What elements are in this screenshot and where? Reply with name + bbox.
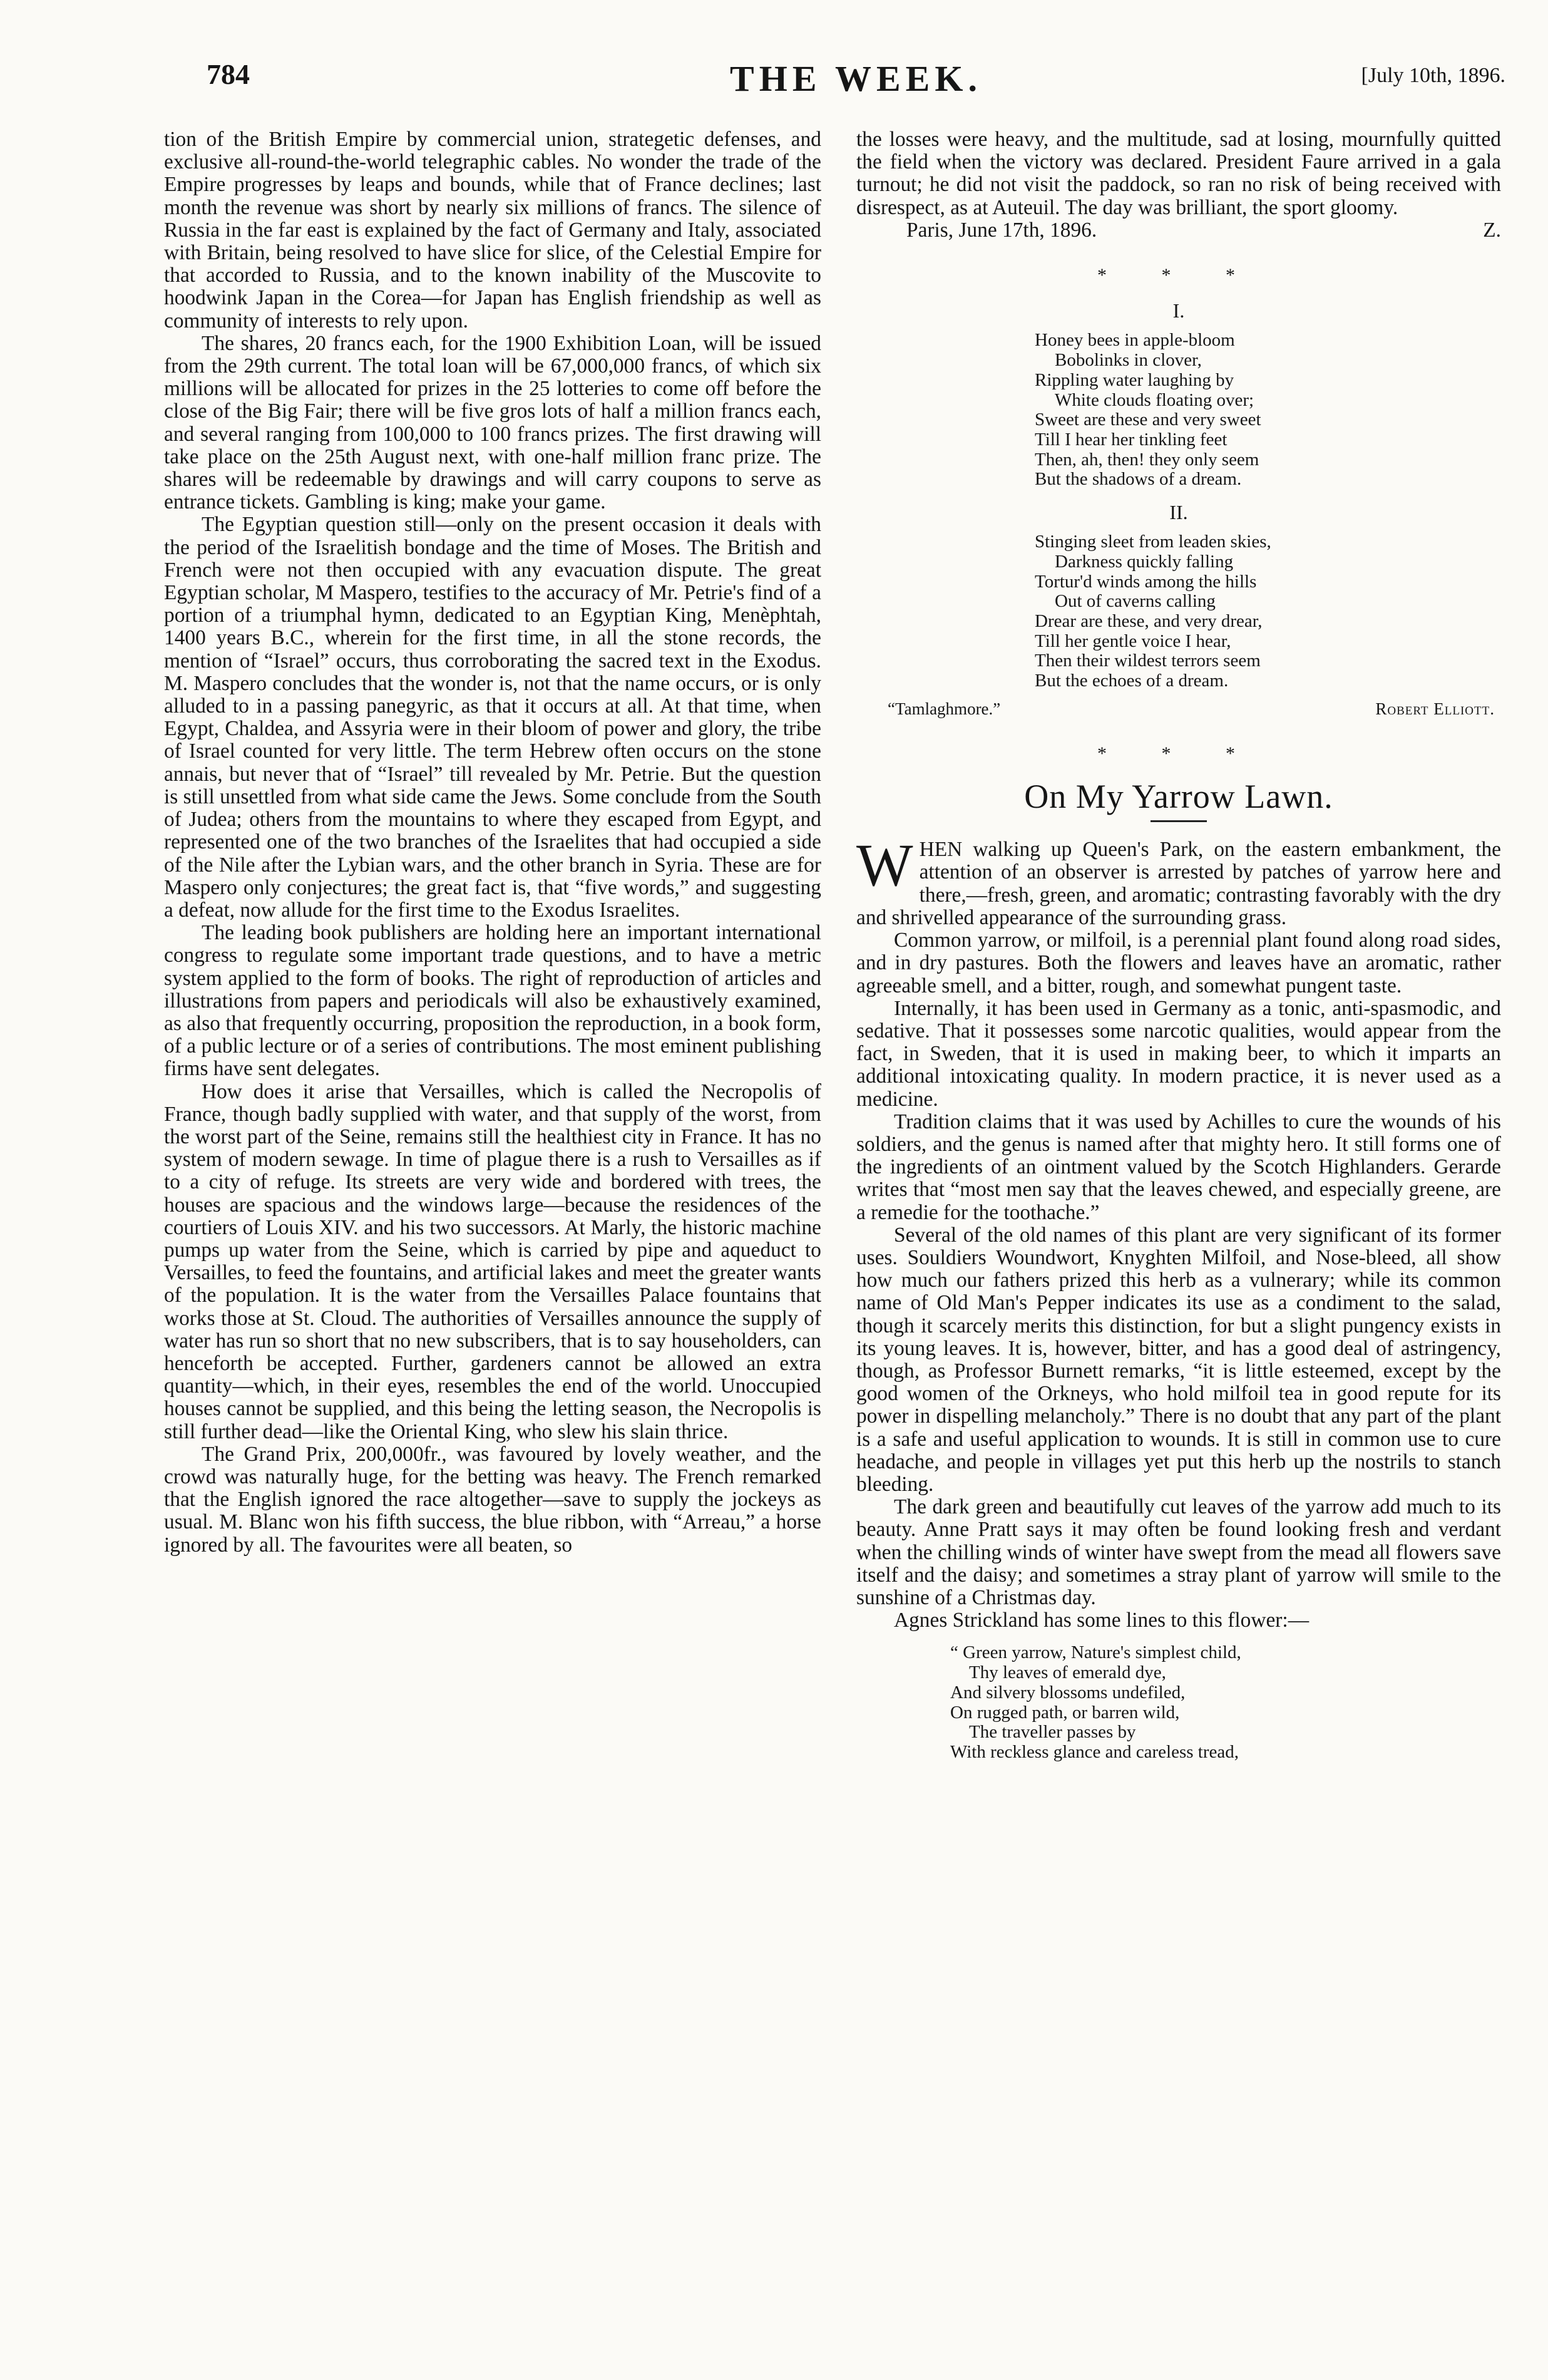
poem-line: Stinging sleet from leaden skies, [1035, 532, 1271, 552]
first-paragraph-text: HEN walking up Queen's Park, on the eastern embankment, the attention of an observer is arrested by patches of yarrow here and there,—fresh, green, and aromatic; contrasting favorably with the dry and shrivelled appearance of the surrounding grass. [856, 838, 1501, 929]
poem-line: Till I hear her tinkling feet [1035, 429, 1228, 450]
dateline-row [856, 219, 1501, 242]
poem-line: Rippling water laughing by [1035, 369, 1234, 390]
poem-line: But the echoes of a dream. [1035, 671, 1229, 691]
poem-place: “Tamlaghmore.” [888, 699, 1001, 718]
poem-line: Sweet are these and very sweet [1035, 410, 1261, 430]
verse-line: Thy leaves of emerald dye, [969, 1662, 1166, 1683]
poem-line: Out of caverns calling [1055, 591, 1216, 612]
article-paragraph: Several of the old names of this plant are very significant of its former uses. Souldiers Woundwort, Knyghten Milfoil, and Nose-bleed, all show how much our fathers prized this herb as a vulnerary; while its common name of Old Man's Pepper indicates its use as a condiment to the salad, though it scarcely merits this distinction, for but a slight pungency exists in its young leaves. It is, however, bitter, and has a good deal of astringency, though, as Professor Burnett remarks, “it is little esteemed, except by the good women of the Orkneys, who hold milfoil tea in good repute for its power in dispelling melancholy.” There is no doubt that any part of the plant is a safe and useful application to wounds. It is still in common use to cure headache, and people in villages yet put this herb up the nostrils to stanch bleeding. [856, 1223, 1501, 1496]
poem-line: Darkness quickly falling [1055, 551, 1234, 572]
paragraph-continuation: the losses were heavy, and the multitude, sad at losing, mournfully quitted the field when the victory was declared. President Faure arrived in a gala turnout; he did not visit the paddock, so ran no risk of being received with disrespect, as at Auteuil. The day was brilliant, the sport gloomy. [856, 128, 1501, 219]
article-paragraph: Common yarrow, or milfoil, is a perennial plant found along road sides, and in dry pastures. Both the flowers and leaves have an aromatic, rather agreeable smell, and a bitter, rough, and somewhat pungent taste. [856, 929, 1501, 997]
poem-line: Tortur'd winds among the hills [1035, 571, 1257, 592]
verse-line: The traveller passes by [969, 1722, 1136, 1743]
poem-stanza-1 [1035, 331, 1501, 490]
article-title: On My Yarrow Lawn. [1024, 778, 1333, 816]
paragraph-versailles: How does it arise that Versailles, which is called the Necropolis of France, though badly supplied with water, and that supply of the worst, from the worst part of the Seine, remains still the healthiest city in France. It has no system of modern sewage. In time of plague there is a rush to Versailles as if to a city of refuge. Its streets are very wide and bordered with trees, the houses are spacious and the windows large—because the residences of the courtiers of Louis XIV. and his two successors. At Marly, the historic machine pumps up water from the Seine, which is carried by pipe and aqueduct to Versailles, to feed the fountains, and artificial lakes and meet the greater wants of the population. It is the water from the Versailles Palace fountains that works those at St. Cloud. The authorities of Versailles announce the supply of water has run so short that no new subscribers, that is to say householders, can henceforth be accepted. Further, gardeners cannot be allowed an extra quantity—which, in their eyes, resembles the end of the world. Unoccupied houses cannot be supplied, and this being the letting season, the Necropolis is still further dead—like the Oriental King, who slew his slain thrice. [164, 1079, 821, 1443]
verse-line: And silvery blossoms undefiled, [950, 1682, 1186, 1703]
article-first-paragraph [856, 832, 1501, 929]
dateline: Paris, June 17th, 1896. [906, 218, 1097, 242]
paragraph-empire: tion of the British Empire by commercial union, strategetic defenses, and exclusive all-round-the-world telegraphic cables. No wonder the trade of the Empire progresses by leaps and bounds, while that of France declines; last month the revenue was short by nearly six millions of francs. The silence of Russia in the far east is explained by the fact of Germany and Italy, associated with Britain, being resolved to have slice for slice, of the Celestial Empire for that accorded to Russia, and to the known inability of the Muscovite to hoodwink Japan in the Corea—for Japan has English friendship as well as community of interests to rely upon. [164, 128, 821, 332]
paragraph-egyptian-question: The Egyptian question still—only on the present occasion it deals with the period of the Israelitish bondage and the time of Moses. The British and French were not then occupied with any evacuation dispute. The great Egyptian scholar, M Maspero, testifies to the accuracy of Mr. Petrie's find of a portion of a triumphal hymn, dedicated to an Egyptian King, Menèphtah, 1400 years B.C., wherein for the first time, in all the stone records, the mention of “Israel” occurs, thus corroborating the sacred text in the Exodus. M. Maspero concludes that the wonder is, not that the name occurs, or is only alluded to in a passing panegyric, as that it occurs at all. At that time, when Egypt, Chaldea, and Assyria were in their bloom of power and glory, the tribe of Israel counted for very little. The term Hebrew often occurs on the stone annais, but never that of “Israel” till revealed by Mr. Petrie. But the question is still unsettled from what side came the Jews. Some conclude from the South of Judea; others from the mountains to where they escaped from Egypt, and represented one of the two branches of the Israelites that had occupied a side of the Nile after the Lybian wars, and the other branch in Syria. These are for Maspero only conjectures; the great fact is, that “five words,” and suggesting a defeat, now allude for the first time to the Exodus Israelites. [164, 513, 821, 922]
poem-line: Till her gentle voice I hear, [1035, 631, 1231, 651]
page-header [207, 58, 1505, 108]
poem-line: Then their wildest terrors seem [1035, 651, 1261, 671]
poem-line: Drear are these, and very drear, [1035, 611, 1263, 632]
title-rule [1151, 820, 1207, 822]
verse-line: “ Green yarrow, Nature's simplest child, [950, 1642, 1241, 1663]
poem-section-numeral: II. [1169, 501, 1188, 524]
issue-date: [July 10th, 1896. [1361, 64, 1505, 87]
poem-section-numeral: I. [1172, 299, 1185, 322]
paragraph-exhibition-loan: The shares, 20 francs each, for the 1900 Exhibition Loan, will be issued from the 29th current. The total loan will be 67,000,000 francs, of which six millions will be allocated for prizes in the 25 lotteries to come off before the close of the Big Fair; there will be five gros lots of half a million francs each, and several ranging from 100,000 to 100 francs prizes. The first drawing will take place on the 25th August next, with one-half million franc prize. The shares will be redeemable by drawings and will carry coupons to serve as entrance tickets. Gambling is king; make your game. [164, 331, 821, 514]
poem-line: Honey bees in apple-bloom [1035, 330, 1235, 351]
poem-line: White clouds floating over; [1055, 389, 1254, 410]
verse-line: With reckless glance and careless tread, [950, 1741, 1239, 1762]
drop-cap: W [856, 832, 913, 899]
verse-line: On rugged path, or barren wild, [950, 1702, 1180, 1723]
section-separator: * * * [1097, 743, 1260, 765]
article-paragraph: The dark green and beautifully cut leaves of the yarrow add much to its beauty. Anne Pratt says it may often be found looking fresh and verdant when the chilling winds of winter have swept from the mead all flowers save itself and the daisy; and sometimes a stray plant of yarrow will smile to the sunshine of a Christmas day. [856, 1495, 1501, 1609]
poem-credit [888, 698, 1501, 720]
quoted-verse [950, 1643, 1501, 1762]
poem-author: Robert Elliott. [1375, 699, 1495, 718]
poem-line: Then, ah, then! they only seem [1035, 449, 1259, 470]
paragraph-grand-prix: The Grand Prix, 200,000fr., was favoured by lovely weather, and the crowd was naturally huge, for the betting was heavy. The French remarked that the English ignored the race altogether—save to supply the jockeys as usual. M. Blanc won his fifth success, the blue ribbon, with “Arreau,” a horse ignored by all. The favourites were all beaten, so [164, 1442, 821, 1557]
article-paragraph: Agnes Strickland has some lines to this flower:— [894, 1609, 1310, 1632]
right-column [856, 128, 1501, 1763]
poem-line: But the shadows of a dream. [1035, 469, 1242, 490]
paragraph-publishers-congress: The leading book publishers are holding here an important international congress to regulate some important trade questions, and to have a metric system applied to the form of books. The right of reproduction of articles and illustrations from papers and periodicals will also be exhaustively examined, as also that frequently occurring, proposition the reproduction, in a book form, of a public lecture or of a series of contributions. The most eminent publishing firms have sent delegates. [164, 921, 821, 1081]
article-paragraph: Internally, it has been used in Germany as a tonic, anti-spasmodic, and sedative. That it possesses some narcotic qualities, would appear from the fact, in Sweden, that it is used in making beer, to which it imparts an additional intoxicating quality. In modern practice, it is never used as a medicine. [856, 996, 1501, 1111]
article-yarrow [856, 778, 1501, 1762]
signature: Z. [1483, 218, 1501, 242]
page-number: 784 [207, 58, 250, 90]
publication-title: THE WEEK. [730, 58, 982, 99]
poem [856, 299, 1501, 720]
article-paragraph: Tradition claims that it was used by Achilles to cure the wounds of his soldiers, and the genus is named after that mighty hero. It still forms one of the ingredients of an ointment valued by the Scotch Highlanders. Gerarde writes that “most men say that the leaves chewed, and especially greene, are a remedie for the toothache.” [856, 1110, 1501, 1224]
left-column [164, 128, 821, 1557]
poem-stanza-2 [1035, 532, 1501, 691]
section-separator: * * * [1097, 265, 1260, 286]
poem-line: Bobolinks in clover, [1055, 350, 1202, 371]
